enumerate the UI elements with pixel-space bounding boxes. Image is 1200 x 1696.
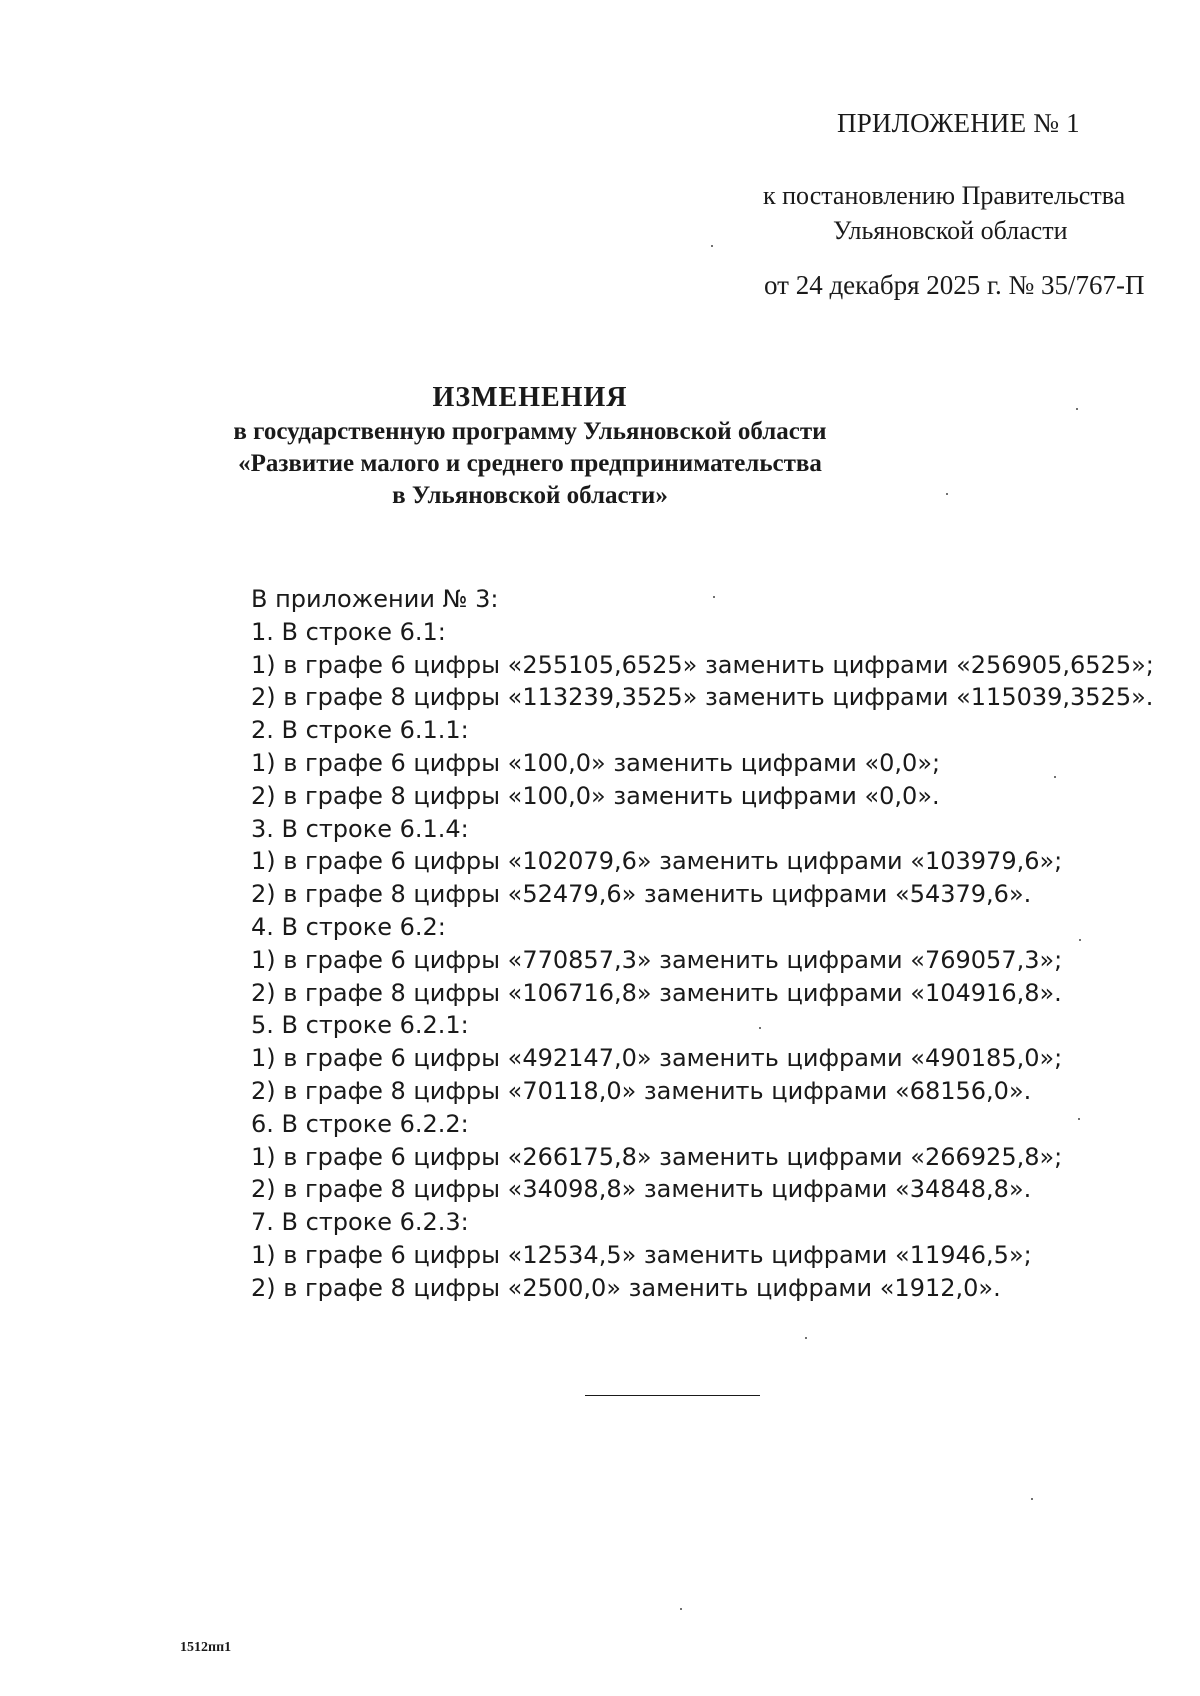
scan-speck: [946, 493, 948, 495]
reference-line-2: Ульяновской области: [833, 216, 1068, 245]
scan-speck: [1076, 408, 1078, 410]
body-line: 1) в графе 6 цифры «492147,0» заменить цифрами «490185,0»;: [251, 1044, 1063, 1073]
body-line: 7. В строке 6.2.3:: [251, 1208, 469, 1237]
body-line: 1) в графе 6 цифры «12534,5» заменить цифрами «11946,5»;: [251, 1240, 1032, 1269]
body-line: 6. В строке 6.2.2:: [251, 1109, 469, 1138]
body-line: 2) в графе 8 цифры «52479,6» заменить цифрами «54379,6».: [251, 880, 1032, 909]
scan-speck: [805, 1337, 807, 1339]
body-line: 3. В строке 6.1.4:: [251, 814, 469, 843]
scan-speck: [1078, 1118, 1080, 1120]
title-main: ИЗМЕНЕНИЯ: [432, 382, 628, 413]
body-line: 2) в графе 8 цифры «113239,3525» заменить цифрами «115039,3525».: [251, 683, 1154, 712]
document-header: [0, 0, 1200, 320]
scan-speck: [759, 1027, 761, 1029]
document-title: [233, 380, 827, 512]
body-line: 4. В строке 6.2:: [251, 912, 446, 941]
scan-speck: [711, 245, 713, 247]
body-line: 2) в графе 8 цифры «2500,0» заменить цифрами «1912,0».: [251, 1273, 1001, 1302]
body-line: 2) в графе 8 цифры «106716,8» заменить цифрами «104916,8».: [251, 978, 1062, 1007]
appendix-label: ПРИЛОЖЕНИЕ № 1: [837, 108, 1080, 138]
reference-date-number: от 24 декабря 2025 г. № 35/767-П: [764, 270, 1145, 300]
body-line: 1) в графе 6 цифры «102079,6» заменить цифрами «103979,6»;: [251, 847, 1063, 876]
body-line: 5. В строке 6.2.1:: [251, 1011, 469, 1040]
body-line: 2. В строке 6.1.1:: [251, 716, 469, 745]
document-body: [251, 583, 1154, 1305]
body-line: 1. В строке 6.1:: [251, 617, 446, 646]
body-line: 1) в графе 6 цифры «100,0» заменить цифрами «0,0»;: [251, 748, 941, 777]
title-line-3: «Развитие малого и среднего предпринимательства: [238, 450, 822, 477]
document-code: 1512пп1: [180, 1640, 232, 1655]
scan-speck: [1031, 1498, 1033, 1500]
body-line: 1) в графе 6 цифры «770857,3» заменить цифрами «769057,3»;: [251, 945, 1063, 974]
title-line-4: в Ульяновской области»: [392, 482, 668, 509]
scan-speck: [680, 1608, 682, 1610]
body-line: 1) в графе 6 цифры «266175,8» заменить цифрами «266925,8»;: [251, 1142, 1063, 1171]
body-line: 2) в графе 8 цифры «100,0» заменить цифрами «0,0».: [251, 781, 940, 810]
scan-speck: [1079, 939, 1081, 941]
body-line: 2) в графе 8 цифры «70118,0» заменить цифрами «68156,0».: [251, 1076, 1032, 1105]
body-line: 1) в графе 6 цифры «255105,6525» заменить цифрами «256905,6525»;: [251, 650, 1154, 679]
closing-divider-line: [585, 1395, 760, 1396]
scan-speck: [1054, 776, 1056, 778]
body-line: В приложении № 3:: [251, 585, 499, 613]
title-line-2: в государственную программу Ульяновской области: [233, 418, 827, 445]
scan-speck: [713, 596, 715, 598]
reference-line-1: к постановлению Правительства: [763, 181, 1126, 210]
body-line: 2) в графе 8 цифры «34098,8» заменить цифрами «34848,8».: [251, 1175, 1032, 1204]
